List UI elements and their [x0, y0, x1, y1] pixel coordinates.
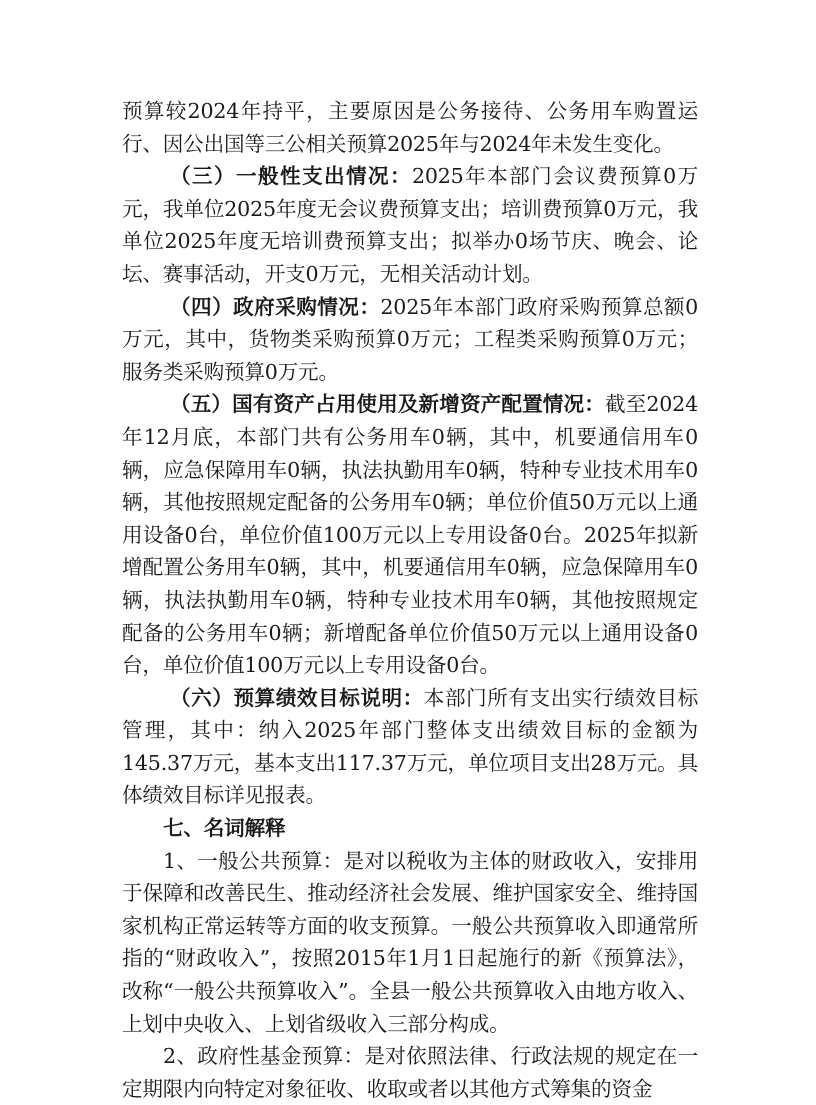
paragraph-text: 本部门所有支出实行绩效目标管理，其中：纳入2025年部门整体支出绩效目标的金额为145.37万元，基本支出117.37万元，单位项目支出28万元。具体绩效目标详见报表。 [122, 685, 698, 808]
paragraph-state-assets [122, 388, 698, 681]
paragraph-text: 2025年本部门会议费预算0万元，我单位2025年度无会议费预算支出；培训费预算0万元，我单位2025年度无培训费预算支出；拟举办0场节庆、晚会、论坛、赛事活动，开支0万元，无相关活动计划。 [122, 164, 698, 286]
paragraph-government-procurement [122, 291, 698, 389]
section-heading-state-assets: （五）国有资产占用使用及新增资产配置情况： [170, 392, 605, 417]
paragraph-text: 截至2024年12月底，本部门共有公务用车0辆，其中，机要通信用车0辆，应急保障用车0辆，执法执勤用车0辆，特种专业技术用车0辆，其他按照规定配备的公务用车0辆；单位价值50万元以上通用设备0台，单位价值100万元以上专用设备0台。2025年拟新增配置公务用车0辆，其中，机要通信用车0辆，应急保障用车0辆，执法执勤用车0辆，特种专业技术用车0辆，其他按照规定配备的公务用车0辆；新增配备单位价值50万元以上通用设备0台，单位价值100万元以上专用设备0台。 [122, 392, 698, 678]
paragraph-performance-goals [122, 682, 698, 812]
section-heading-glossary [122, 812, 698, 845]
paragraph-general-expenditure [122, 160, 698, 290]
paragraph-text: 预算较2024年持平，主要原因是公务接待、公务用车购置运行、因公出国等三公相关预算2025年与2024年未发生变化。 [122, 99, 698, 156]
section-heading-performance-goals: （六）预算绩效目标说明： [170, 685, 424, 710]
paragraph-text: 2、政府性基金预算：是对依照法律、行政法规的规定在一定期限内向特定对象征收、收取或者以其他方式筹集的资金 [122, 1044, 698, 1101]
paragraph-text: 2025年本部门政府采购预算总额0万元，其中，货物类采购预算0万元；工程类采购预算0万元；服务类采购预算0万元。 [122, 294, 698, 384]
paragraph-government-fund-budget [122, 1040, 698, 1105]
section-heading-general-expenditure: （三）一般性支出情况： [170, 164, 412, 189]
document-body [122, 95, 698, 1105]
paragraph-sangong-summary [122, 95, 698, 160]
section-heading-government-procurement: （四）政府采购情况： [170, 294, 381, 319]
paragraph-general-public-budget [122, 845, 698, 1041]
paragraph-text: 1、一般公共预算：是对以税收为主体的财政收入，安排用于保障和改善民生、推动经济社会发展、维护国家安全、维持国家机构正常运转等方面的收支预算。一般公共预算收入即通常所指的“财政收入”，按照2015年1月1日起施行的新《预算法》，改称“一般公共预算收入”。全县一般公共预算收入由地方收入、上划中央收入、上划省级收入三部分构成。 [122, 848, 698, 1036]
glossary-heading: 七、名词解释 [163, 816, 286, 841]
